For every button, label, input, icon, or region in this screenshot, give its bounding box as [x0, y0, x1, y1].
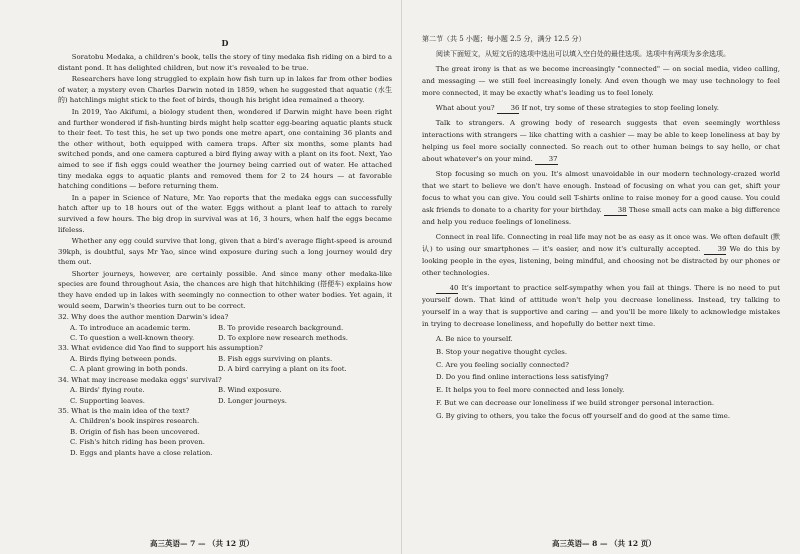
- paragraph-text: If not, try some of these strategies to stop feeling lonely.: [521, 104, 719, 112]
- paragraph-text: Stop focusing so much on you. It's almost unavoidable in our modern technology-crazed world that we start to believe we don't have enough. Instead of focusing on what you can get, shift your focus to what you can give. You could sell T-shirts online to raise money for a good cause. You could ask friends to donate to a charity for your birthday.: [422, 170, 780, 214]
- cloze-option[interactable]: B. Stop your negative thought cycles.: [436, 347, 568, 356]
- answer-blank-37[interactable]: 37: [535, 155, 558, 165]
- answer-option[interactable]: B. Wind exposure.: [218, 386, 282, 395]
- answer-option[interactable]: C. Supporting leaves.: [70, 396, 145, 405]
- passage-paragraph: Whether any egg could survive that long, given that a bird's average flight-speed is around 39kph, is doubtful, says Mr Yao, since wind exposure during such a long journey would dry them out.: [58, 237, 392, 267]
- answer-options: [58, 416, 392, 458]
- cloze-paragraph: [422, 168, 780, 228]
- page-footer-right: 高三英语— 8 — （共 12 页）: [552, 539, 656, 548]
- answer-option[interactable]: B. Origin of fish has been uncovered.: [70, 427, 200, 436]
- paragraph-text: The great irony is that as we become increasingly "connected" — on social media, video calling, and messaging — we still feel increasingly lonely. And even though we may use technology to feel more connected, it may be exactly what's leading us to feel lonely.: [422, 65, 780, 97]
- cloze-option[interactable]: D. Do you find online interactions less satisfying?: [436, 373, 609, 382]
- question: [58, 343, 392, 374]
- question-stem: 33. What evidence did Yao find to support his assumption?: [58, 344, 263, 353]
- answer-option[interactable]: A. Birds' flying route.: [70, 386, 145, 395]
- answer-option[interactable]: A. Children's book inspires research.: [70, 417, 200, 426]
- paragraph-text: Talk to strangers. A growing body of research suggests that even seemingly worthless interactions with strangers — like chatting with a cashier — may be able to keep loneliness at bay by helping us feel more socially connected. So reach out to other human beings to say hello, or chat about whatever's on your mind.: [422, 119, 780, 163]
- question: [58, 406, 392, 458]
- section-title: D: [221, 38, 229, 48]
- cloze-paragraph: [422, 117, 780, 165]
- answer-option[interactable]: D. To explore new research methods.: [218, 334, 348, 343]
- answer-option[interactable]: B. Fish eggs surviving on plants.: [218, 354, 333, 363]
- answer-blank-38[interactable]: 38: [604, 206, 627, 216]
- passage-paragraph: Researchers have long struggled to explain how fish turn up in lakes far from other bodies of water, a mystery even Charles Darwin noted in 1859, when he suggested that aquatic (水生的) hatchlings might stick to the feet of birds, though his bright idea remained a theory.: [58, 75, 392, 105]
- answer-options: [58, 385, 392, 406]
- cloze-option[interactable]: G. By giving to others, you take the focus off yourself and do good at the same time.: [436, 411, 731, 420]
- answer-option[interactable]: D. Longer journeys.: [218, 396, 287, 405]
- question: [58, 375, 392, 406]
- passage-paragraph: In 2019, Yao Akifumi, a biology student then, wondered if Darwin might have been right and further wondered if fish-hunting birds might help scatter egg-bearing aquatic plants stuck to their feet. To test this, he set up two ponds one metre apart, one containing 36 plants and the other without, both equipped with camera traps. After six months, some plants had switched ponds, and one camera captured a bird flying away with a plant on its foot. Next, Yao aimed to see if fish eggs could weather the journey being carried out of water. He attached tiny medaka eggs to aquatic plants and removed them for 2 to 24 hours — at favorable hatching conditions — before returning them.: [58, 107, 392, 191]
- answer-options: [58, 323, 392, 344]
- cloze-option[interactable]: A. Be nice to yourself.: [436, 335, 513, 343]
- paragraph-text: It's important to practice self-sympathy when you fail at things. There is no need to put yourself down. That kind of attitude won't help you decrease loneliness. Instead, try talking to yourself in a way that is supportive and caring — and you'll be more likely to acknowledge mistakes in trying to decrease loneliness, and hopefully do better next time.: [422, 284, 780, 328]
- answer-blank-40[interactable]: 40: [436, 284, 459, 294]
- section-heading: 第二节（共 5 小题；每小题 2.5 分，满分 12.5 分）: [422, 35, 586, 43]
- answer-option[interactable]: A. To introduce an academic term.: [70, 323, 191, 332]
- answer-blank-36[interactable]: 36: [497, 104, 520, 114]
- answer-option[interactable]: B. To provide research background.: [218, 323, 344, 332]
- paragraph-text: Connect in real life. Connecting in real life may not be as easy as it once was. We often default (默认) to using our smartphones — it's easier, and now it's culturally accepted.: [422, 233, 780, 253]
- answer-options: [58, 354, 392, 375]
- cloze-passage: [422, 63, 780, 330]
- answer-option[interactable]: C. Fish's hitch riding has been proven.: [70, 438, 205, 447]
- paragraph-text: These small acts can make a big difference and help you reduce feelings of loneliness.: [422, 206, 780, 226]
- reading-passage: [58, 52, 392, 311]
- answer-blank-39[interactable]: 39: [704, 245, 727, 255]
- passage-paragraph: In a paper in Science of Nature, Mr. Yao reports that the medaka eggs can successfully hatch after up to 18 hours out of the water. Eggs without a plant leaf to attach to rarely survived a few hours. The big drop in survival was at 16, 3 hours, when half the eggs became lifeless.: [58, 193, 392, 234]
- cloze-option[interactable]: F. But we can decrease our loneliness if we build stronger personal interaction.: [436, 398, 715, 407]
- question: [58, 312, 392, 343]
- right-page: [402, 0, 800, 554]
- question-stem: 35. What is the main idea of the text?: [58, 406, 190, 415]
- answer-option[interactable]: C. To question a well-known theory.: [70, 334, 195, 343]
- answer-option[interactable]: D. Eggs and plants have a close relation.: [70, 448, 213, 457]
- cloze-paragraph: [422, 102, 780, 114]
- cloze-option[interactable]: C. Are you feeling socially connected?: [436, 360, 569, 369]
- paragraph-text: We do this by looking people in the eyes, listening, being mindful, and choosing not be distracted by our phones or other technologies.: [422, 245, 780, 277]
- cloze-paragraph: [422, 63, 780, 99]
- passage-paragraph: Shorter journeys, however, are certainly possible. And since many other medaka-like species are found throughout Asia, the chances are high that hitchhiking (搭便车) explains how they have ended up in lakes with seemingly no connection to other water bodies. Yet again, it would seem, Darwin's theories turn out to be correct.: [58, 269, 392, 310]
- cloze-paragraph: [422, 282, 780, 330]
- cloze-option[interactable]: E. It helps you to feel more connected and less lonely.: [436, 386, 625, 395]
- passage-paragraph: Soratobu Medaka, a children's book, tells the story of tiny medaka fish riding on a bird to a distant pond. It has delighted children, but now it's revealed to be true.: [58, 53, 392, 72]
- question-list: [58, 312, 392, 458]
- answer-option[interactable]: C. A plant growing in both ponds.: [70, 365, 188, 374]
- paragraph-text: What about you?: [435, 104, 495, 112]
- question-stem: 34. What may increase medaka eggs' survival?: [58, 375, 222, 384]
- answer-option[interactable]: D. A bird carrying a plant on its foot.: [218, 365, 347, 374]
- page-footer-left: 高三英语— 7 — （共 12 页）: [150, 539, 254, 548]
- cloze-paragraph: [422, 231, 780, 279]
- answer-option[interactable]: A. Birds flying between ponds.: [70, 354, 177, 363]
- section-instruction: 阅读下面短文，从短文后的选项中选出可以填入空白处的最佳选项。选项中有两项为多余选项。: [436, 50, 730, 58]
- option-list: [422, 333, 780, 423]
- question-stem: 32. Why does the author mention Darwin's idea?: [58, 313, 229, 322]
